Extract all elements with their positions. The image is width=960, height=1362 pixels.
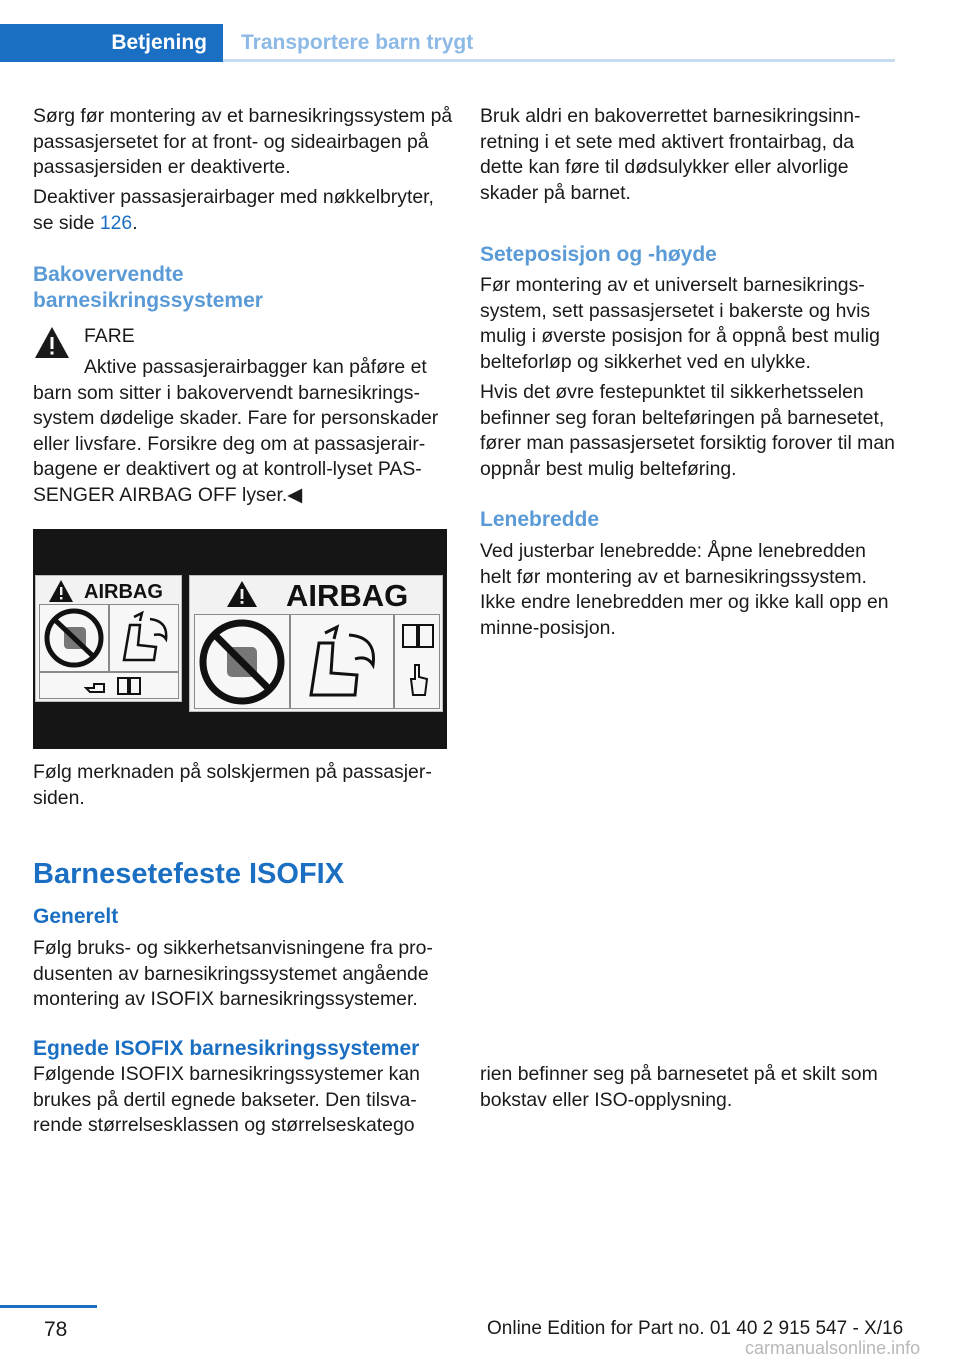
page-link[interactable]: 126 bbox=[99, 211, 133, 234]
warning-label: FARE bbox=[84, 325, 135, 347]
no-child-seat-cell bbox=[39, 604, 109, 672]
book-icon bbox=[116, 676, 142, 696]
heading-backrest-width: Lenebredde bbox=[480, 508, 600, 531]
airbag-seat-cell-big bbox=[290, 614, 394, 709]
airbag-label-big-text: AIRBAG bbox=[286, 578, 409, 613]
running-header bbox=[0, 24, 895, 62]
chapter-tab[interactable]: Transportere barn trygt bbox=[241, 31, 474, 54]
book-hand-cell-big bbox=[394, 614, 440, 709]
warning-text: Aktive passasjerairbagger kan påføre et barn som sitter i bakovervendt barnesikringssystem dødelige skader. Fare for personskader eller livsfare. Forsikre deg om at passasjerairbagene er deaktivert og at kontroll-lyset PASSENGER AIRBAG OFF lyser.◀ bbox=[33, 356, 439, 506]
photo-caption: Følg merknaden på solskjermen på passasjersiden. bbox=[33, 761, 432, 809]
watermark: carmanualsonline.info bbox=[745, 1338, 921, 1358]
deactivate-paragraph bbox=[33, 185, 453, 236]
warning-icon bbox=[226, 580, 258, 608]
continued-paragraph: rien befinner seg på barnesetet på et skilt som bokstav eller ISO-opplysning. bbox=[480, 1063, 878, 1111]
heading-suitable-isofix: Egnede ISOFIX barnesikringssystemer bbox=[33, 1037, 420, 1060]
seat-position-paragraph-2: Hvis det øvre festepunktet til sikkerhetsselen befinner seg foran belteføringen på barnesetet, fører man passasjersetet forsiktig forover til man oppnår best mulig belteføring. bbox=[480, 381, 895, 480]
header-rule bbox=[223, 59, 895, 62]
no-rearward-seat-icon bbox=[40, 605, 108, 671]
seat-airbag-icon bbox=[110, 605, 178, 671]
page-number: 78 bbox=[44, 1318, 68, 1341]
deactivate-end: . bbox=[132, 211, 138, 234]
general-paragraph: Følg bruks- og sikkerhetsanvisningene fra produsenten av barnesikringssystemet angående montering av ISOFIX barnesikringssystemer. bbox=[33, 937, 433, 1010]
book-icon bbox=[401, 623, 435, 649]
airbag-label-small-text: AIRBAG bbox=[84, 581, 163, 603]
airbag-label-big bbox=[189, 575, 443, 712]
backrest-width-paragraph: Ved justerbar lenebredde: Åpne lenebredden helt før montering av et barnesikringssystem. Ikke endre lenebredden mer og ikke kall opp en minne-posisjon. bbox=[480, 540, 889, 639]
hand-icon bbox=[405, 661, 431, 697]
edition-note: Online Edition for Part no. 01 40 2 915 547 - X/16 bbox=[487, 1318, 904, 1339]
suitable-paragraph: Følgende ISOFIX barnesikringssystemer kan brukes på dertil egnede bakseter. Den tilsvarende størrelsesklassen og størrelseskatego bbox=[33, 1063, 420, 1136]
no-child-seat-cell-big bbox=[194, 614, 290, 709]
heading-general: Generelt bbox=[33, 905, 119, 928]
airbag-label-small bbox=[35, 575, 182, 702]
hand-icon bbox=[84, 676, 108, 696]
section-tab[interactable]: Betjening bbox=[0, 24, 223, 62]
warning-icon bbox=[48, 579, 74, 603]
heading-isofix: Barnesetefeste ISOFIX bbox=[33, 858, 345, 890]
footer-rule bbox=[0, 1305, 97, 1308]
book-hand-cell bbox=[39, 672, 179, 699]
deactivate-text: Deaktiver passasjerairbager med nøkkelbryter, se side bbox=[33, 186, 434, 234]
heading-seat-position: Seteposisjon og -høyde bbox=[480, 243, 717, 266]
no-rearward-seat-icon bbox=[195, 615, 289, 708]
intro-paragraph: Sørg før montering av et barnesikringssystem på passasjersetet for at front- og sideairbagen på passasjersiden er deaktiverte. bbox=[33, 105, 453, 178]
seat-airbag-icon bbox=[291, 615, 393, 708]
airbag-seat-cell bbox=[109, 604, 179, 672]
never-rearward-paragraph: Bruk aldri en bakoverrettet barnesikringsinnretning i et sete med aktivert frontairbag, da dette kan føre til dødsulykker eller alvorlige skader på barnet. bbox=[480, 105, 861, 204]
heading-rearward-seats: Bakovervendte barnesikringssystemer bbox=[33, 263, 263, 312]
seat-position-paragraph-1: Før montering av et universelt barnesikringssystem, sett passasjersetet i bakerste og hvis mulig i øverste posisjon for å oppnå best mulig belteforløp og sikkerhet ved en ulykke. bbox=[480, 274, 880, 373]
